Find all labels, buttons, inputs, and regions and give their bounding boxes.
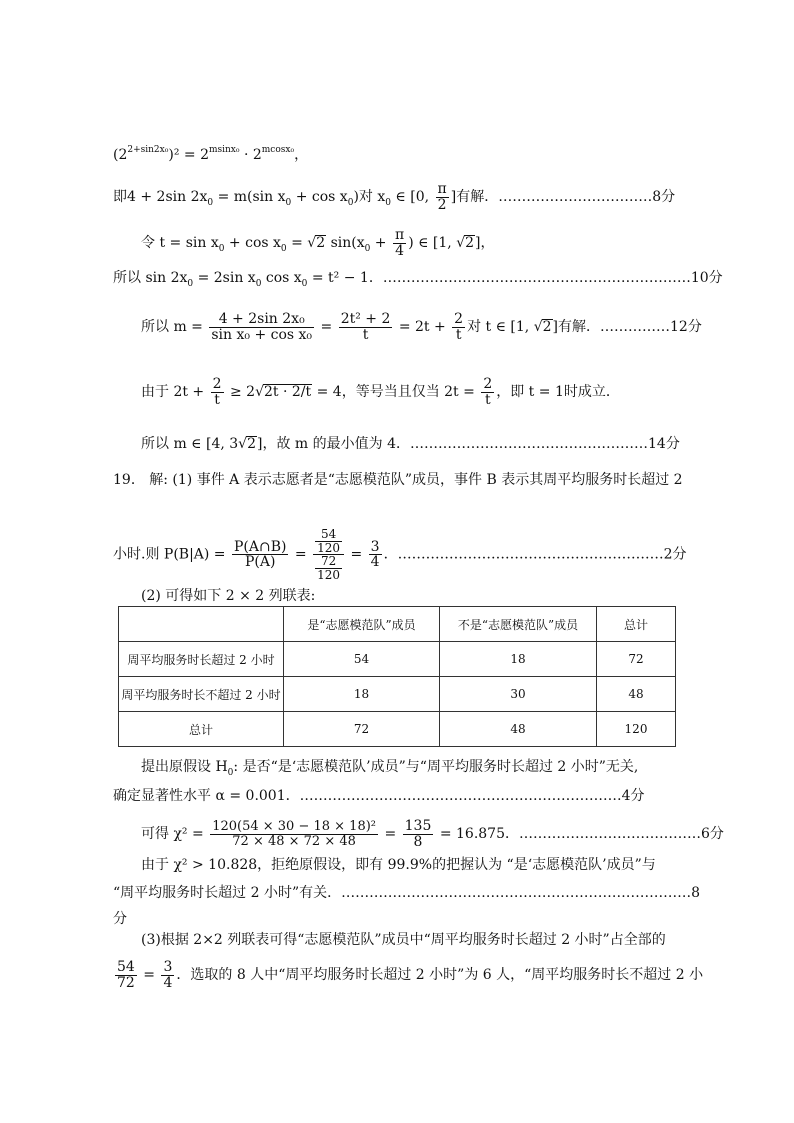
table-cell: 周平均服务时长超过 2 小时 bbox=[119, 642, 284, 677]
table-header: 不是“志愿模范队”成员 bbox=[440, 607, 597, 642]
part3-line2: $\frac{54}{72}$ = $\frac{3}{4}$ ．选取的 8 人中“周平均服务时长超过 2 小时”为 6 人，“周平均服务时长不超过 2 小 bbox=[117, 959, 704, 991]
table-row bbox=[119, 712, 676, 747]
table-cell: 48 bbox=[440, 712, 597, 747]
null-hypothesis: 提出原假设 $H_0$: 是否“是‘志愿模范队’成员”与“周平均服务时长超过 2 小时”无关, bbox=[141, 759, 639, 778]
equation-sin2x: 所以 $\sin 2x_0 = 2\sin$ $x_0$ $\cos x_0 = t^2 - 1$．…………………………………………………………10分 bbox=[113, 270, 723, 289]
q19-part1-intro: 19． 解: (1) 事件 A 表示志愿者是“志愿模范队”成员，事件 B 表示其周平均服务时长超过 2 bbox=[113, 472, 683, 488]
conclusion-line2: “周平均服务时长超过 2 小时”有关．…………………………………………………………………8 bbox=[113, 885, 701, 901]
table-row bbox=[119, 677, 676, 712]
conclusion-line3: 分 bbox=[113, 911, 127, 927]
table-cell: 72 bbox=[284, 712, 440, 747]
contingency-table bbox=[118, 606, 676, 747]
table-header: 总计 bbox=[597, 607, 676, 642]
equation-exponent: $(2^{2+sin2x_0})^2 = 2^{msinx_0} \cdot 2^{mcosx_0}$， bbox=[113, 145, 309, 163]
fraction-pi-2: $\frac{\pi}{2}$ bbox=[437, 181, 447, 213]
significance-level: 确定显著性水平 α = 0.001．……………………………………………………………4分 bbox=[113, 788, 645, 804]
q19-conditional-probability: 小时.则 P(B|A) = $\frac{P(A\cap B)}{P(A)}$ = $\frac{\frac{54}{120}}{\frac{72}{120}}$ = $\frac{3}{4}$ ．…………………………………………………2分 bbox=[113, 527, 687, 582]
table-cell: 48 bbox=[597, 677, 676, 712]
table-cell: 总计 bbox=[119, 712, 284, 747]
part3-line1: (3)根据 2×2 列联表可得“志愿模范队”成员中“周平均服务时长超过 2 小时”占全部的 bbox=[141, 932, 666, 948]
table-cell bbox=[119, 607, 284, 642]
equation-let-t: 令 $t = \sin x_0 + \cos x_0 = √2$ $\sin(x_0$ + $\frac{\pi}{4}$ ) ∈ [1, √2]， bbox=[141, 227, 495, 259]
equation-m-solvable: 即4 + 2sin $2x_0 = m(\sin$ $x_0 + \cos x_0$)对 $x_0$ ∈ [0, $\frac{\pi}{2}$ ]有解．……………………………8分 bbox=[113, 181, 676, 213]
table-cell: 周平均服务时长不超过 2 小时 bbox=[119, 677, 284, 712]
table-cell: 54 bbox=[284, 642, 440, 677]
conclusion-line1: 由于 χ² > 10.828，拒绝原假设，即有 99.9%的把握认为 “是‘志愿模范队’成员”与 bbox=[141, 857, 656, 873]
table-cell: 18 bbox=[284, 677, 440, 712]
equation-m-range: 所以 m ∈ [4, 3√2]，故 m 的最小值为 4．……………………………………………14分 bbox=[141, 436, 680, 452]
table-cell: 120 bbox=[597, 712, 676, 747]
table-row bbox=[119, 642, 676, 677]
table-header: 是“志愿模范队”成员 bbox=[284, 607, 440, 642]
fraction-pi-4: $\frac{\pi}{4}$ bbox=[395, 227, 405, 259]
table-header-row bbox=[119, 607, 676, 642]
q19-part2-intro: (2) 可得如下 2 × 2 列联表: bbox=[141, 588, 316, 604]
equation-m-expression: 所以 m = $\frac{\text{4 + 2sin 2x₀}}{\text{sin x₀ + cos x₀}}$ = $\frac{\text{2t² + 2}}{t}$ = 2t + $\frac{2}{t}$ 对 t ∈ [1, √2]有解．……………12分 bbox=[141, 311, 702, 343]
table-cell: 18 bbox=[440, 642, 597, 677]
equation-inequality: 由于 2t + $\frac{2}{t}$ ≥ 2√2t · 2/t = 4，等号当且仅当 2t = $\frac{2}{t}$ ，即 t = 1时成立． bbox=[141, 376, 620, 408]
table-cell: 30 bbox=[440, 677, 597, 712]
table-cell: 72 bbox=[597, 642, 676, 677]
chi-square-computation: 可得 χ² = $\frac{\text{120(54 × 30 − 18 × 18)²}}{72 \times 48 \times 72 \times 48}$ = $\frac{135}{8}$ = 16.875．…………………………………6分 bbox=[141, 818, 724, 850]
